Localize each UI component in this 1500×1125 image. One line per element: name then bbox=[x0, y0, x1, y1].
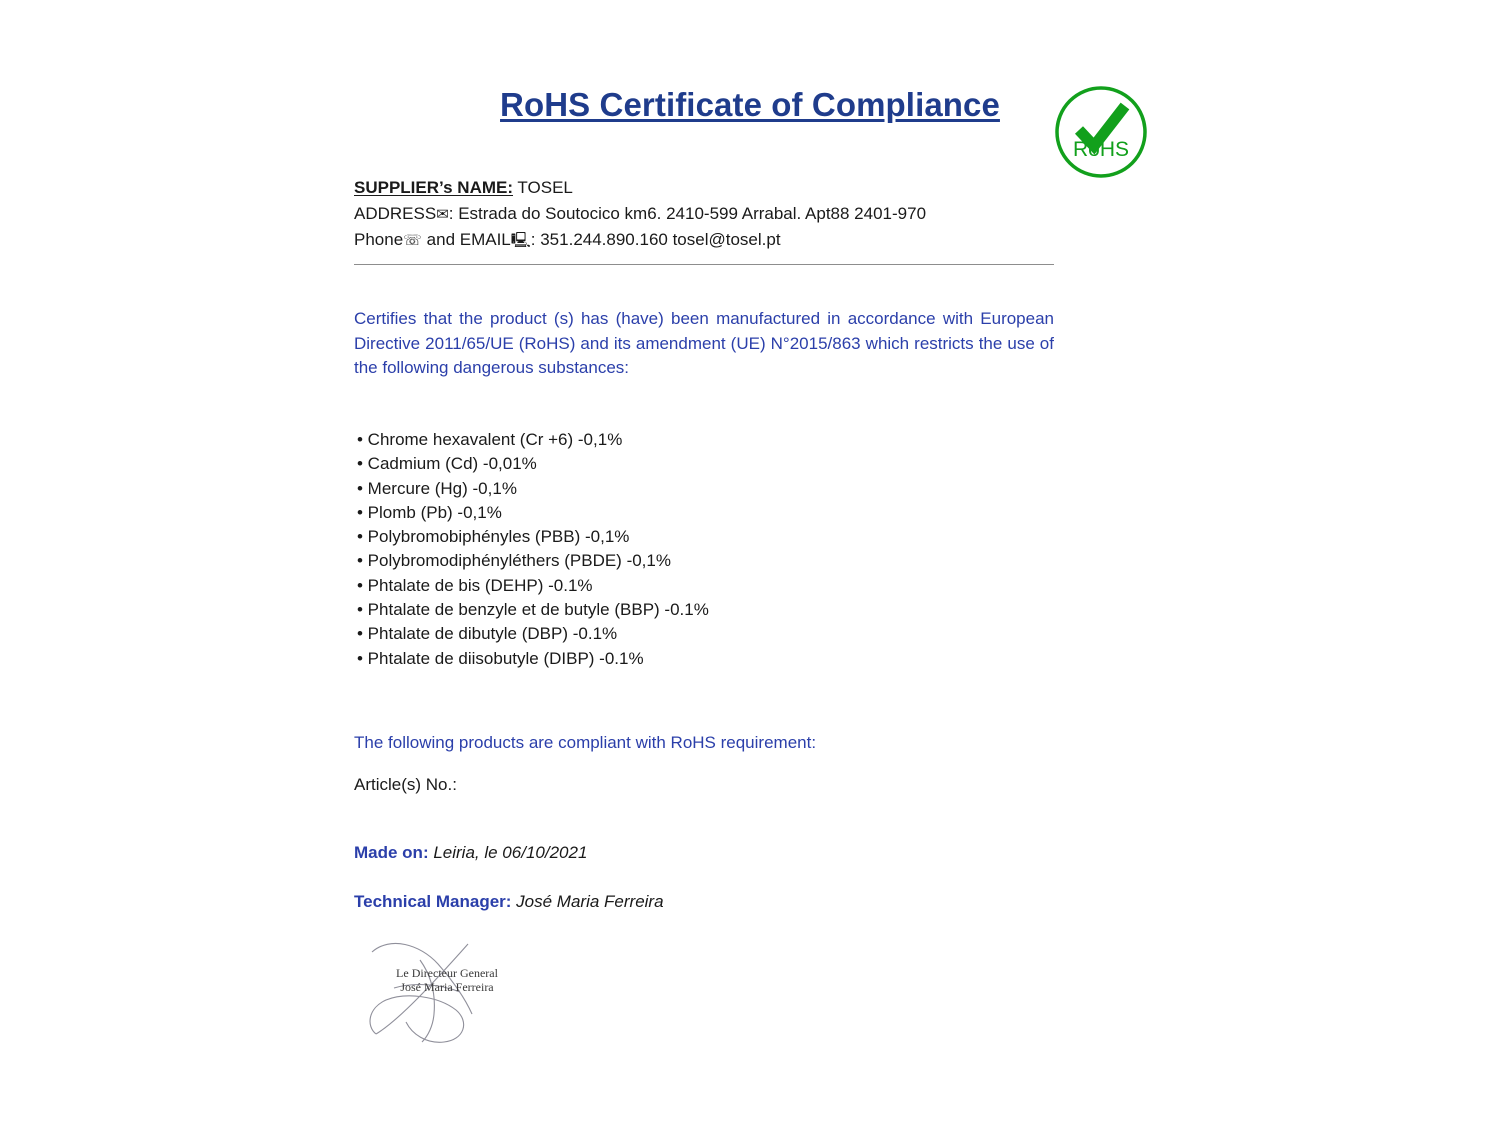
supplier-name-line bbox=[354, 175, 1074, 201]
list-item: • Plomb (Pb) -0,1% bbox=[357, 502, 502, 522]
certifies-paragraph: Certifies that the product (s) has (have) been manufactured in accordance with European Directive 2011/65/UE (RoHS) and its amendment (UE) N°2015/863 which restricts the use of the following dangerous substances: bbox=[354, 309, 1054, 377]
telephone-icon: ☏ bbox=[403, 231, 422, 249]
rohs-logo bbox=[1053, 84, 1149, 180]
list-item: • Phtalate de dibutyle (DBP) -0.1% bbox=[357, 624, 618, 644]
made-on-value: Leiria, le 06/10/2021 bbox=[428, 843, 588, 862]
list-item: • Phtalate de benzyle et de butyle (BBP) -0.1% bbox=[357, 600, 709, 620]
list-item: • Phtalate de diisobutyle (DIBP) -0.1% bbox=[357, 648, 644, 668]
page-title bbox=[0, 86, 1500, 124]
svg-text:RoHS: RoHS bbox=[1072, 138, 1130, 161]
list-item: • Phtalate de bis (DEHP) -0.1% bbox=[357, 575, 593, 595]
computer-icon: 🖳 bbox=[510, 231, 531, 249]
made-on-line bbox=[354, 843, 587, 863]
supplier-name-value: TOSEL bbox=[513, 178, 573, 197]
list-item: • Polybromodiphényléthers (PBDE) -0,1% bbox=[357, 551, 671, 571]
address-value: : Estrada do Soutocico km6. 2410-599 Arrabal. Apt88 2401-970 bbox=[448, 203, 927, 223]
envelope-icon: ✉ bbox=[436, 204, 449, 223]
article-numbers-line: Article(s) No.: bbox=[354, 775, 457, 794]
technical-manager-line bbox=[354, 892, 664, 912]
address-label: ADDRESS bbox=[354, 203, 437, 223]
email-label: and EMAIL bbox=[421, 230, 511, 249]
list-item: • Cadmium (Cd) -0,01% bbox=[357, 454, 537, 474]
list-item: • Chrome hexavalent (Cr +6) -0,1% bbox=[357, 430, 623, 449]
signature-title: Le Directeur General bbox=[396, 966, 498, 980]
phone-label: Phone bbox=[354, 230, 404, 249]
list-item: • Polybromobiphényles (PBB) -0,1% bbox=[357, 527, 630, 547]
signature-name: José Maria Ferreira bbox=[400, 980, 494, 994]
page-title-text: RoHS Certificate of Compliance bbox=[500, 86, 1000, 123]
technical-manager-label: Technical Manager: bbox=[354, 892, 512, 911]
signature-caption bbox=[392, 966, 502, 994]
supplier-address-line bbox=[354, 201, 1074, 228]
supplier-block bbox=[354, 175, 1074, 254]
made-on-label: Made on: bbox=[354, 843, 429, 862]
substances-list bbox=[357, 428, 1057, 671]
contact-value: : 351.244.890.160 tosel@tosel.pt bbox=[530, 230, 781, 249]
compliance-statement: The following products are compliant with RoHS requirement: bbox=[354, 733, 817, 752]
header-divider bbox=[354, 264, 1054, 265]
technical-manager-value: José Maria Ferreira bbox=[511, 892, 664, 911]
supplier-contact-line bbox=[354, 227, 1074, 254]
list-item: • Mercure (Hg) -0,1% bbox=[357, 478, 517, 498]
supplier-name-label: SUPPLIER’s NAME: bbox=[354, 178, 514, 197]
